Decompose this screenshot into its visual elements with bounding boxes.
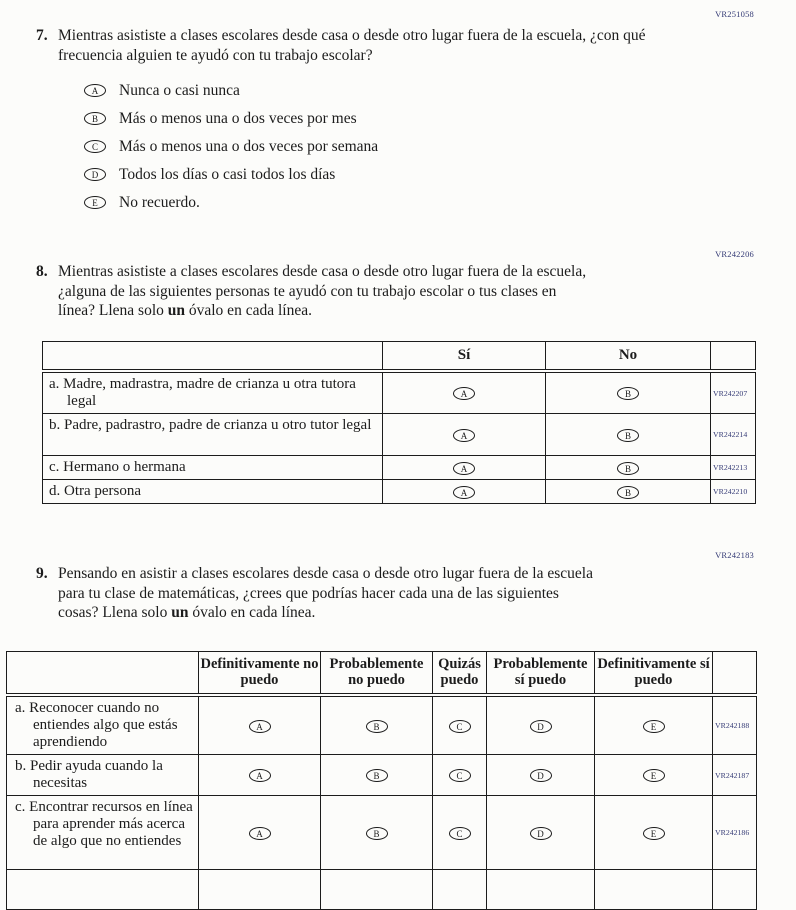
header-quizas: Quizás puedo — [433, 651, 487, 695]
header-definitivamente-si: Definitivamente sí puedo — [595, 651, 713, 695]
response-oval-si[interactable]: A — [453, 462, 475, 475]
response-oval-no[interactable]: B — [617, 429, 639, 442]
row-statement: b. Pedir ayuda cuando la necesitas — [7, 755, 199, 796]
text-segment: cosas? Llena solo — [58, 604, 171, 621]
response-oval-e[interactable]: E — [643, 720, 665, 733]
oval-cell-no — [546, 414, 711, 456]
option-label: Nunca o casi nunca — [119, 82, 240, 100]
question-7 — [36, 0, 796, 211]
question-7-prompt — [36, 26, 796, 65]
row-code: VR242207 — [711, 371, 756, 414]
response-oval-e[interactable]: E — [643, 769, 665, 782]
table-header-row — [7, 651, 757, 695]
oval-cell-a — [199, 870, 321, 910]
oval-cell-c — [433, 870, 487, 910]
oval-cell-a — [199, 796, 321, 870]
oval-cell-si — [383, 414, 546, 456]
answer-option-b — [84, 110, 796, 127]
text-line: para tu clase de matemáticas, ¿crees que podrías hacer cada una de las siguientes — [58, 584, 593, 604]
oval-cell-no — [546, 480, 711, 504]
row-statement: a. Reconocer cuando no entiendes algo que estás aprendiendo — [7, 695, 199, 755]
response-oval-a[interactable]: A — [84, 84, 106, 97]
header-probablemente-no: Probablemente no puedo — [321, 651, 433, 695]
question-8 — [36, 262, 796, 321]
question-9-number: 9. — [36, 564, 58, 623]
oval-cell-d — [487, 796, 595, 870]
response-oval-no[interactable]: B — [617, 387, 639, 400]
question-8-number: 8. — [36, 262, 58, 321]
row-statement: a. Madre, madrastra, madre de crianza u otra tutora legal — [43, 371, 383, 414]
text-line: Mientras asististe a clases escolares desde casa o desde otro lugar fuera de la escuela, — [58, 262, 586, 282]
response-oval-b[interactable]: B — [366, 827, 388, 840]
table-row-c — [7, 796, 757, 870]
question-9-table — [6, 651, 757, 910]
text-line — [58, 301, 586, 321]
oval-cell-c — [433, 695, 487, 755]
response-oval-b[interactable]: B — [366, 769, 388, 782]
header-no: No — [546, 341, 711, 371]
text-segment: línea? Llena solo — [58, 302, 168, 319]
response-oval-c[interactable]: C — [449, 827, 471, 840]
row-code: VR242187 — [713, 755, 757, 796]
empty-header-cell — [43, 341, 383, 371]
option-label: Todos los días o casi todos los días — [119, 166, 335, 184]
oval-cell-e — [595, 870, 713, 910]
oval-cell-d — [487, 755, 595, 796]
row-statement: c. Encontrar recursos en línea para aprender más acerca de algo que no entiendes — [7, 796, 199, 870]
response-oval-si[interactable]: A — [453, 486, 475, 499]
table-row-c — [43, 456, 756, 480]
oval-cell-no — [546, 371, 711, 414]
page-form-code: VR251058 — [715, 9, 754, 19]
row-code: VR242186 — [713, 796, 757, 870]
oval-cell-b — [321, 870, 433, 910]
text-line: Mientras asististe a clases escolares desde casa o desde otro lugar fuera de la escuela, ¿con qué — [58, 26, 645, 46]
oval-cell-b — [321, 796, 433, 870]
oval-cell-si — [383, 456, 546, 480]
oval-cell-a — [199, 755, 321, 796]
response-oval-a[interactable]: A — [249, 769, 271, 782]
response-oval-c[interactable]: C — [449, 720, 471, 733]
question-9 — [36, 564, 796, 623]
answer-option-d — [84, 166, 796, 183]
response-oval-e[interactable]: E — [84, 196, 106, 209]
question-7-options — [84, 82, 796, 211]
response-oval-d[interactable]: D — [84, 168, 106, 181]
header-definitivamente-no: Definitivamente no puedo — [199, 651, 321, 695]
response-oval-b[interactable]: B — [366, 720, 388, 733]
text-bold-un: un — [168, 302, 185, 319]
text-line — [58, 603, 593, 623]
response-oval-no[interactable]: B — [617, 462, 639, 475]
response-oval-d[interactable]: D — [530, 827, 552, 840]
text-line: ¿alguna de las siguientes personas te ayudó con tu trabajo escolar o tus clases en — [58, 282, 586, 302]
table-row-b — [43, 414, 756, 456]
question-8-prompt — [36, 262, 796, 321]
oval-cell-b — [321, 755, 433, 796]
header-si: Sí — [383, 341, 546, 371]
row-code — [713, 870, 757, 910]
oval-cell-a — [199, 695, 321, 755]
oval-cell-e — [595, 796, 713, 870]
answer-option-c — [84, 138, 796, 155]
row-statement — [7, 870, 199, 910]
response-oval-si[interactable]: A — [453, 429, 475, 442]
oval-cell-d — [487, 695, 595, 755]
code-header-cell — [711, 341, 756, 371]
text-segment: óvalo en cada línea. — [188, 604, 315, 621]
response-oval-d[interactable]: D — [530, 769, 552, 782]
oval-cell-no — [546, 456, 711, 480]
question-7-number: 7. — [36, 26, 58, 65]
row-code: VR242213 — [711, 456, 756, 480]
answer-option-e — [84, 194, 796, 211]
header-probablemente-si: Probablemente sí puedo — [487, 651, 595, 695]
oval-cell-e — [595, 755, 713, 796]
question-9-prompt — [36, 564, 796, 623]
response-oval-c[interactable]: C — [449, 769, 471, 782]
oval-cell-b — [321, 695, 433, 755]
question-9-code: VR242183 — [0, 550, 754, 560]
text-bold-un: un — [171, 604, 188, 621]
response-oval-e[interactable]: E — [643, 827, 665, 840]
table-header-row — [43, 341, 756, 371]
oval-cell-si — [383, 480, 546, 504]
oval-cell-c — [433, 755, 487, 796]
table-row-d — [43, 480, 756, 504]
empty-header-cell — [7, 651, 199, 695]
answer-option-a — [84, 82, 796, 99]
text-line: frecuencia alguien te ayudó con tu trabajo escolar? — [58, 46, 645, 66]
code-header-cell — [713, 651, 757, 695]
text-segment: óvalo en cada línea. — [185, 302, 312, 319]
table-row-a — [7, 695, 757, 755]
response-oval-a[interactable]: A — [249, 827, 271, 840]
table-row-a — [43, 371, 756, 414]
oval-cell-d — [487, 870, 595, 910]
question-8-code: VR242206 — [0, 249, 754, 259]
response-oval-d[interactable]: D — [530, 720, 552, 733]
question-8-table — [42, 341, 756, 505]
oval-cell-c — [433, 796, 487, 870]
response-oval-a[interactable]: A — [249, 720, 271, 733]
row-statement: b. Padre, padrastro, padre de crianza u otro tutor legal — [43, 414, 383, 456]
response-oval-b[interactable]: B — [84, 112, 106, 125]
row-code: VR242214 — [711, 414, 756, 456]
option-label: Más o menos una o dos veces por semana — [119, 138, 378, 156]
option-label: No recuerdo. — [119, 194, 200, 212]
row-statement: c. Hermano o hermana — [43, 456, 383, 480]
row-code: VR242210 — [711, 480, 756, 504]
question-9-text — [58, 564, 593, 623]
response-oval-c[interactable]: C — [84, 140, 106, 153]
oval-cell-si — [383, 371, 546, 414]
text-line: Pensando en asistir a clases escolares desde casa o desde otro lugar fuera de la escuela — [58, 564, 593, 584]
question-7-text — [58, 26, 645, 65]
table-row-partial — [7, 870, 757, 910]
question-8-text — [58, 262, 586, 321]
response-oval-no[interactable]: B — [617, 486, 639, 499]
response-oval-si[interactable]: A — [453, 387, 475, 400]
option-label: Más o menos una o dos veces por mes — [119, 110, 357, 128]
row-statement: d. Otra persona — [43, 480, 383, 504]
oval-cell-e — [595, 695, 713, 755]
table-row-b — [7, 755, 757, 796]
row-code: VR242188 — [713, 695, 757, 755]
